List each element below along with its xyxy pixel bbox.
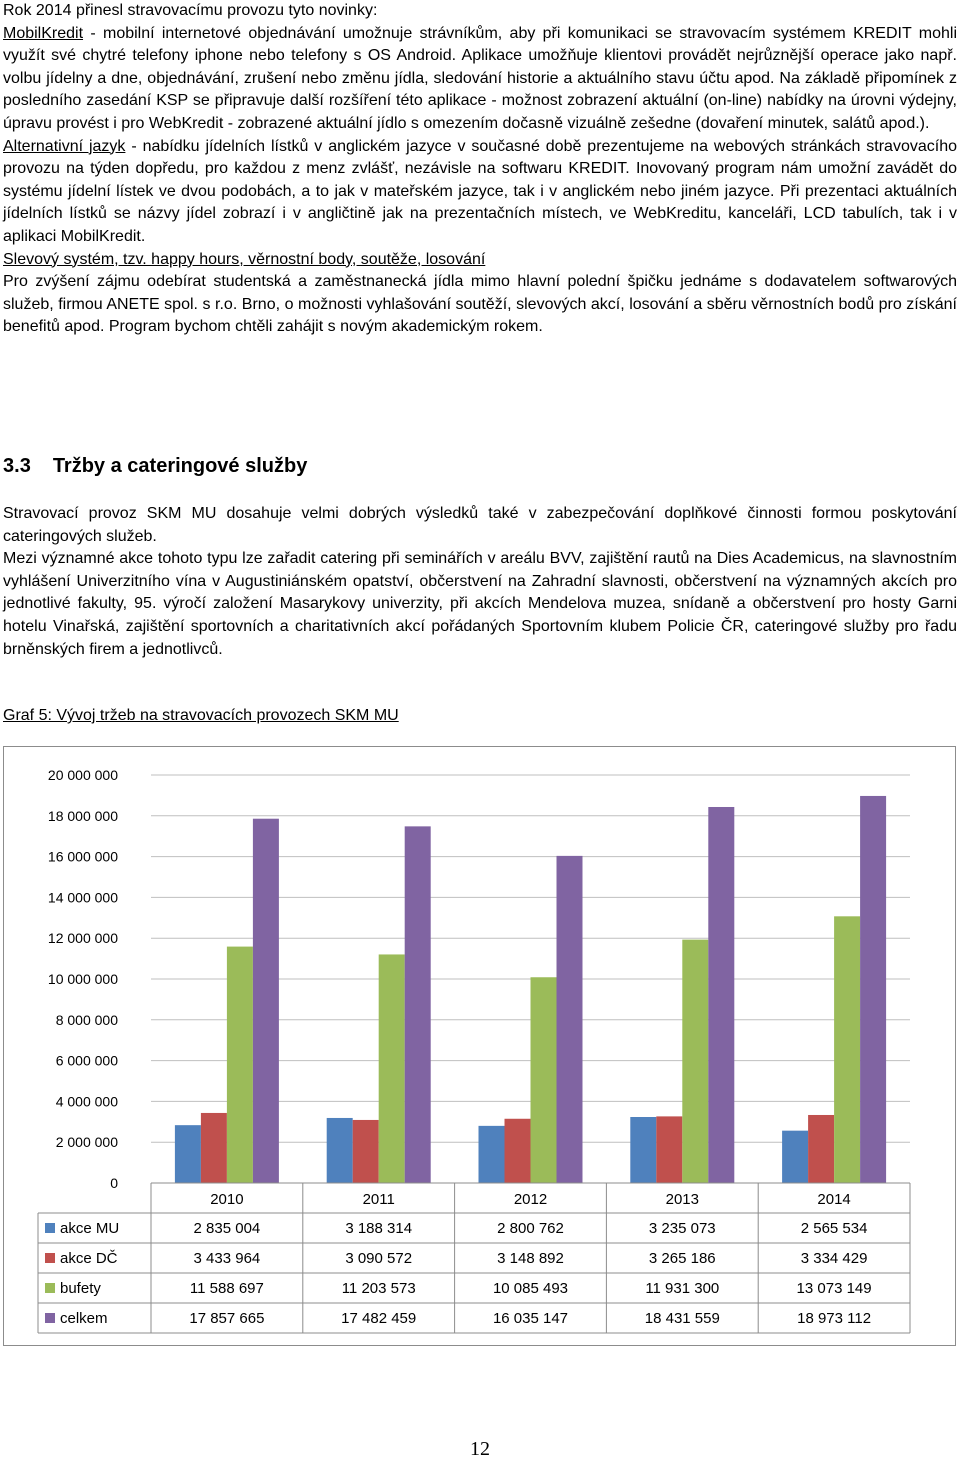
- data-label: 17 482 459: [341, 1310, 417, 1327]
- bar-akce-mu: [175, 1125, 201, 1183]
- y-tick-label: 18 000 000: [47, 807, 118, 824]
- intro-line: Rok 2014 přinesl stravovacímu provozu tyto novinky:: [3, 2, 378, 19]
- bar-celkem: [860, 796, 886, 1183]
- legend-label: bufety: [60, 1280, 101, 1297]
- section-number-major: 3.: [3, 455, 20, 477]
- bar-celkem: [405, 826, 431, 1183]
- bar-akce-dč: [201, 1113, 227, 1183]
- x-category-label: 2012: [513, 1191, 548, 1208]
- catering-block: [3, 503, 957, 661]
- x-category-label: 2014: [817, 1191, 851, 1208]
- data-label: 3 334 429: [800, 1250, 868, 1267]
- bar-akce-mu: [630, 1117, 656, 1183]
- bar-bufety: [379, 954, 405, 1183]
- y-tick-label: 20 000 000: [47, 767, 118, 783]
- legend-label: akce MU: [60, 1220, 120, 1237]
- legend-label: akce DČ: [60, 1250, 118, 1267]
- section-heading: [3, 455, 307, 478]
- revenue-chart-svg: [4, 747, 955, 1345]
- y-tick-label: 12 000 000: [47, 930, 118, 947]
- y-tick-label: 4 000 000: [55, 1093, 118, 1110]
- data-label: 2 835 004: [193, 1220, 261, 1237]
- y-tick-label: 2 000 000: [55, 1134, 118, 1151]
- legend-key: [45, 1223, 55, 1233]
- intro-block: [3, 0, 957, 339]
- y-tick-label: 8 000 000: [55, 1011, 118, 1028]
- data-label: 18 431 559: [644, 1310, 720, 1327]
- language-text: - nabídku jídelních lístků v anglickém jazyce v současné době prezentujeme na webových stránkách stravovacího provozu na týden dopředu, pro každou z menz zvlášť, nezávisle na softwaru KREDIT. Inovovaný program nám umožní zavádět do systému jídelní lístek ve dvou podobách, a to jak v mateřském jazyce, tak i v anglickém nebo jiném jazyce. Při prezentaci aktuálních jídelních lístků se názvy jídel zobrazí i v angličtině jak na prezentačních místech, ve WebKreditu, kanceláři, LCD tabulích, tak i v aplikaci MobilKredit.: [3, 137, 957, 245]
- bar-akce-dč: [505, 1119, 531, 1183]
- section-title: Tržby a cateringové služby: [52, 455, 308, 477]
- data-label: 3 148 892: [497, 1250, 564, 1267]
- data-label: 16 035 147: [492, 1310, 569, 1327]
- bar-celkem: [708, 807, 734, 1183]
- bar-akce-dč: [808, 1115, 834, 1183]
- data-label: 2 800 762: [497, 1220, 564, 1237]
- data-label: 2 565 534: [800, 1220, 868, 1237]
- data-label: 13 073 149: [796, 1280, 872, 1297]
- discount-heading: [3, 249, 957, 272]
- page-number: 12: [470, 1438, 490, 1460]
- discount-term: Slevový systém, tzv. happy hours, věrnostní body, soutěže, losování: [3, 250, 486, 268]
- y-tick-label: 10 000 000: [47, 971, 118, 987]
- y-tick-label: 6 000 000: [55, 1052, 118, 1069]
- y-tick-label: 0: [110, 1175, 118, 1191]
- legend-key: [45, 1313, 55, 1323]
- x-category-label: 2011: [362, 1191, 395, 1208]
- revenue-chart: [3, 746, 956, 1346]
- mobilkredit-text: - mobilní internetové objednávání umožnuje strávníkům, aby při komunikaci se stravovacím systémem KREDIT mohli využít své chytré telefony iphone nebo telefony s OS Android. Aplikace umožňuje klientovi provádět nejrůznější operace jako např. volbu jídelny a dne, objednávání, zrušení nebo změnu jídla, sledování historie a aktuálního stavu účtu apod. Na základě připomínek z posledního zasedání KSP se připravuje další rozšíření této aplikace - možnost zobrazení aktuální (on-line) nabídky na úrovni výdejny, úpravu provést i pro WebKredit - zobrazené aktuální jídlo s omezením dočasně vizuálně zešedne (dovaření minutek, salátů apod.).: [3, 24, 957, 132]
- discount-paragraph: Pro zvýšení zájmu odebírat studentská a zaměstnanecká jídla mimo hlavní polední špičku jednáme s dodavatelem softwarových služeb, firmou ANETE spol. s r.o. Brno, o možnosti vyhlašování soutěží, slevových akcí, losování a sběru věrnostních bodů pro získání benefitů apod. Program bychom chtěli zahájit s novým akademickým rokem.: [3, 273, 957, 336]
- bar-akce-dč: [656, 1116, 682, 1183]
- legend-key: [45, 1283, 55, 1293]
- legend-label: celkem: [60, 1310, 108, 1327]
- data-label: 11 931 300: [645, 1280, 720, 1297]
- x-category-label: 2010: [210, 1191, 244, 1208]
- catering-paragraph-2: Mezi významné akce tohoto typu lze zařadit catering při seminářích v areálu BVV, zajištění rautů na Dies Academicus, na slavnostním vyhlášení Univerzitního vína v Augustiniánském opatství, občerstvení na Zahradní slavnosti, občerstvení na významných akcích pro jednotlivé fakulty, 95. výročí založení Masarykovy univerzity, při akcích Mendelova muzea, snídaně a občerstvení pro hosty Garni hotelu Vinařská, zajištění sportovních a charitativních akcí pořádaných Sportovním klubem Policie ČR, cateringové služby pro řadu brněnských firem a jednotlivců.: [3, 550, 957, 658]
- y-tick-label: 14 000 000: [47, 889, 118, 906]
- bar-celkem: [557, 856, 583, 1183]
- chart-caption: Graf 5: Vývoj tržeb na stravovacích provozech SKM MU: [3, 707, 399, 724]
- section-number-minor: 3: [19, 455, 31, 477]
- legend-key: [45, 1253, 55, 1263]
- data-label: 3 265 186: [648, 1250, 716, 1267]
- data-label: 11 203 573: [341, 1280, 416, 1297]
- data-label: 11 588 697: [189, 1280, 264, 1297]
- bar-celkem: [253, 819, 279, 1183]
- data-label: 3 188 314: [345, 1220, 413, 1237]
- bar-akce-dč: [353, 1120, 379, 1183]
- data-label: 17 857 665: [189, 1310, 265, 1327]
- bar-bufety: [834, 916, 860, 1183]
- data-label: 10 085 493: [492, 1280, 569, 1297]
- language-term: Alternativní jazyk: [3, 137, 126, 155]
- language-paragraph: [3, 136, 957, 249]
- data-label: 3 090 572: [345, 1250, 413, 1267]
- bar-bufety: [682, 940, 708, 1183]
- data-label: 3 433 964: [193, 1250, 261, 1267]
- mobilkredit-paragraph: [3, 23, 957, 136]
- data-label: 3 235 073: [648, 1220, 716, 1237]
- bar-bufety: [227, 947, 253, 1183]
- x-category-label: 2013: [665, 1191, 699, 1208]
- bar-bufety: [531, 977, 557, 1183]
- bar-akce-mu: [782, 1131, 808, 1183]
- y-tick-label: 16 000 000: [47, 848, 118, 865]
- bar-akce-mu: [327, 1118, 353, 1183]
- data-label: 18 973 112: [797, 1310, 872, 1327]
- mobilkredit-term: MobilKredit: [3, 24, 84, 42]
- bar-akce-mu: [479, 1126, 505, 1183]
- catering-paragraph-1: Stravovací provoz SKM MU dosahuje velmi dobrých výsledků také v zabezpečování doplňkové činnosti formou poskytování cateringových služeb.: [3, 505, 957, 545]
